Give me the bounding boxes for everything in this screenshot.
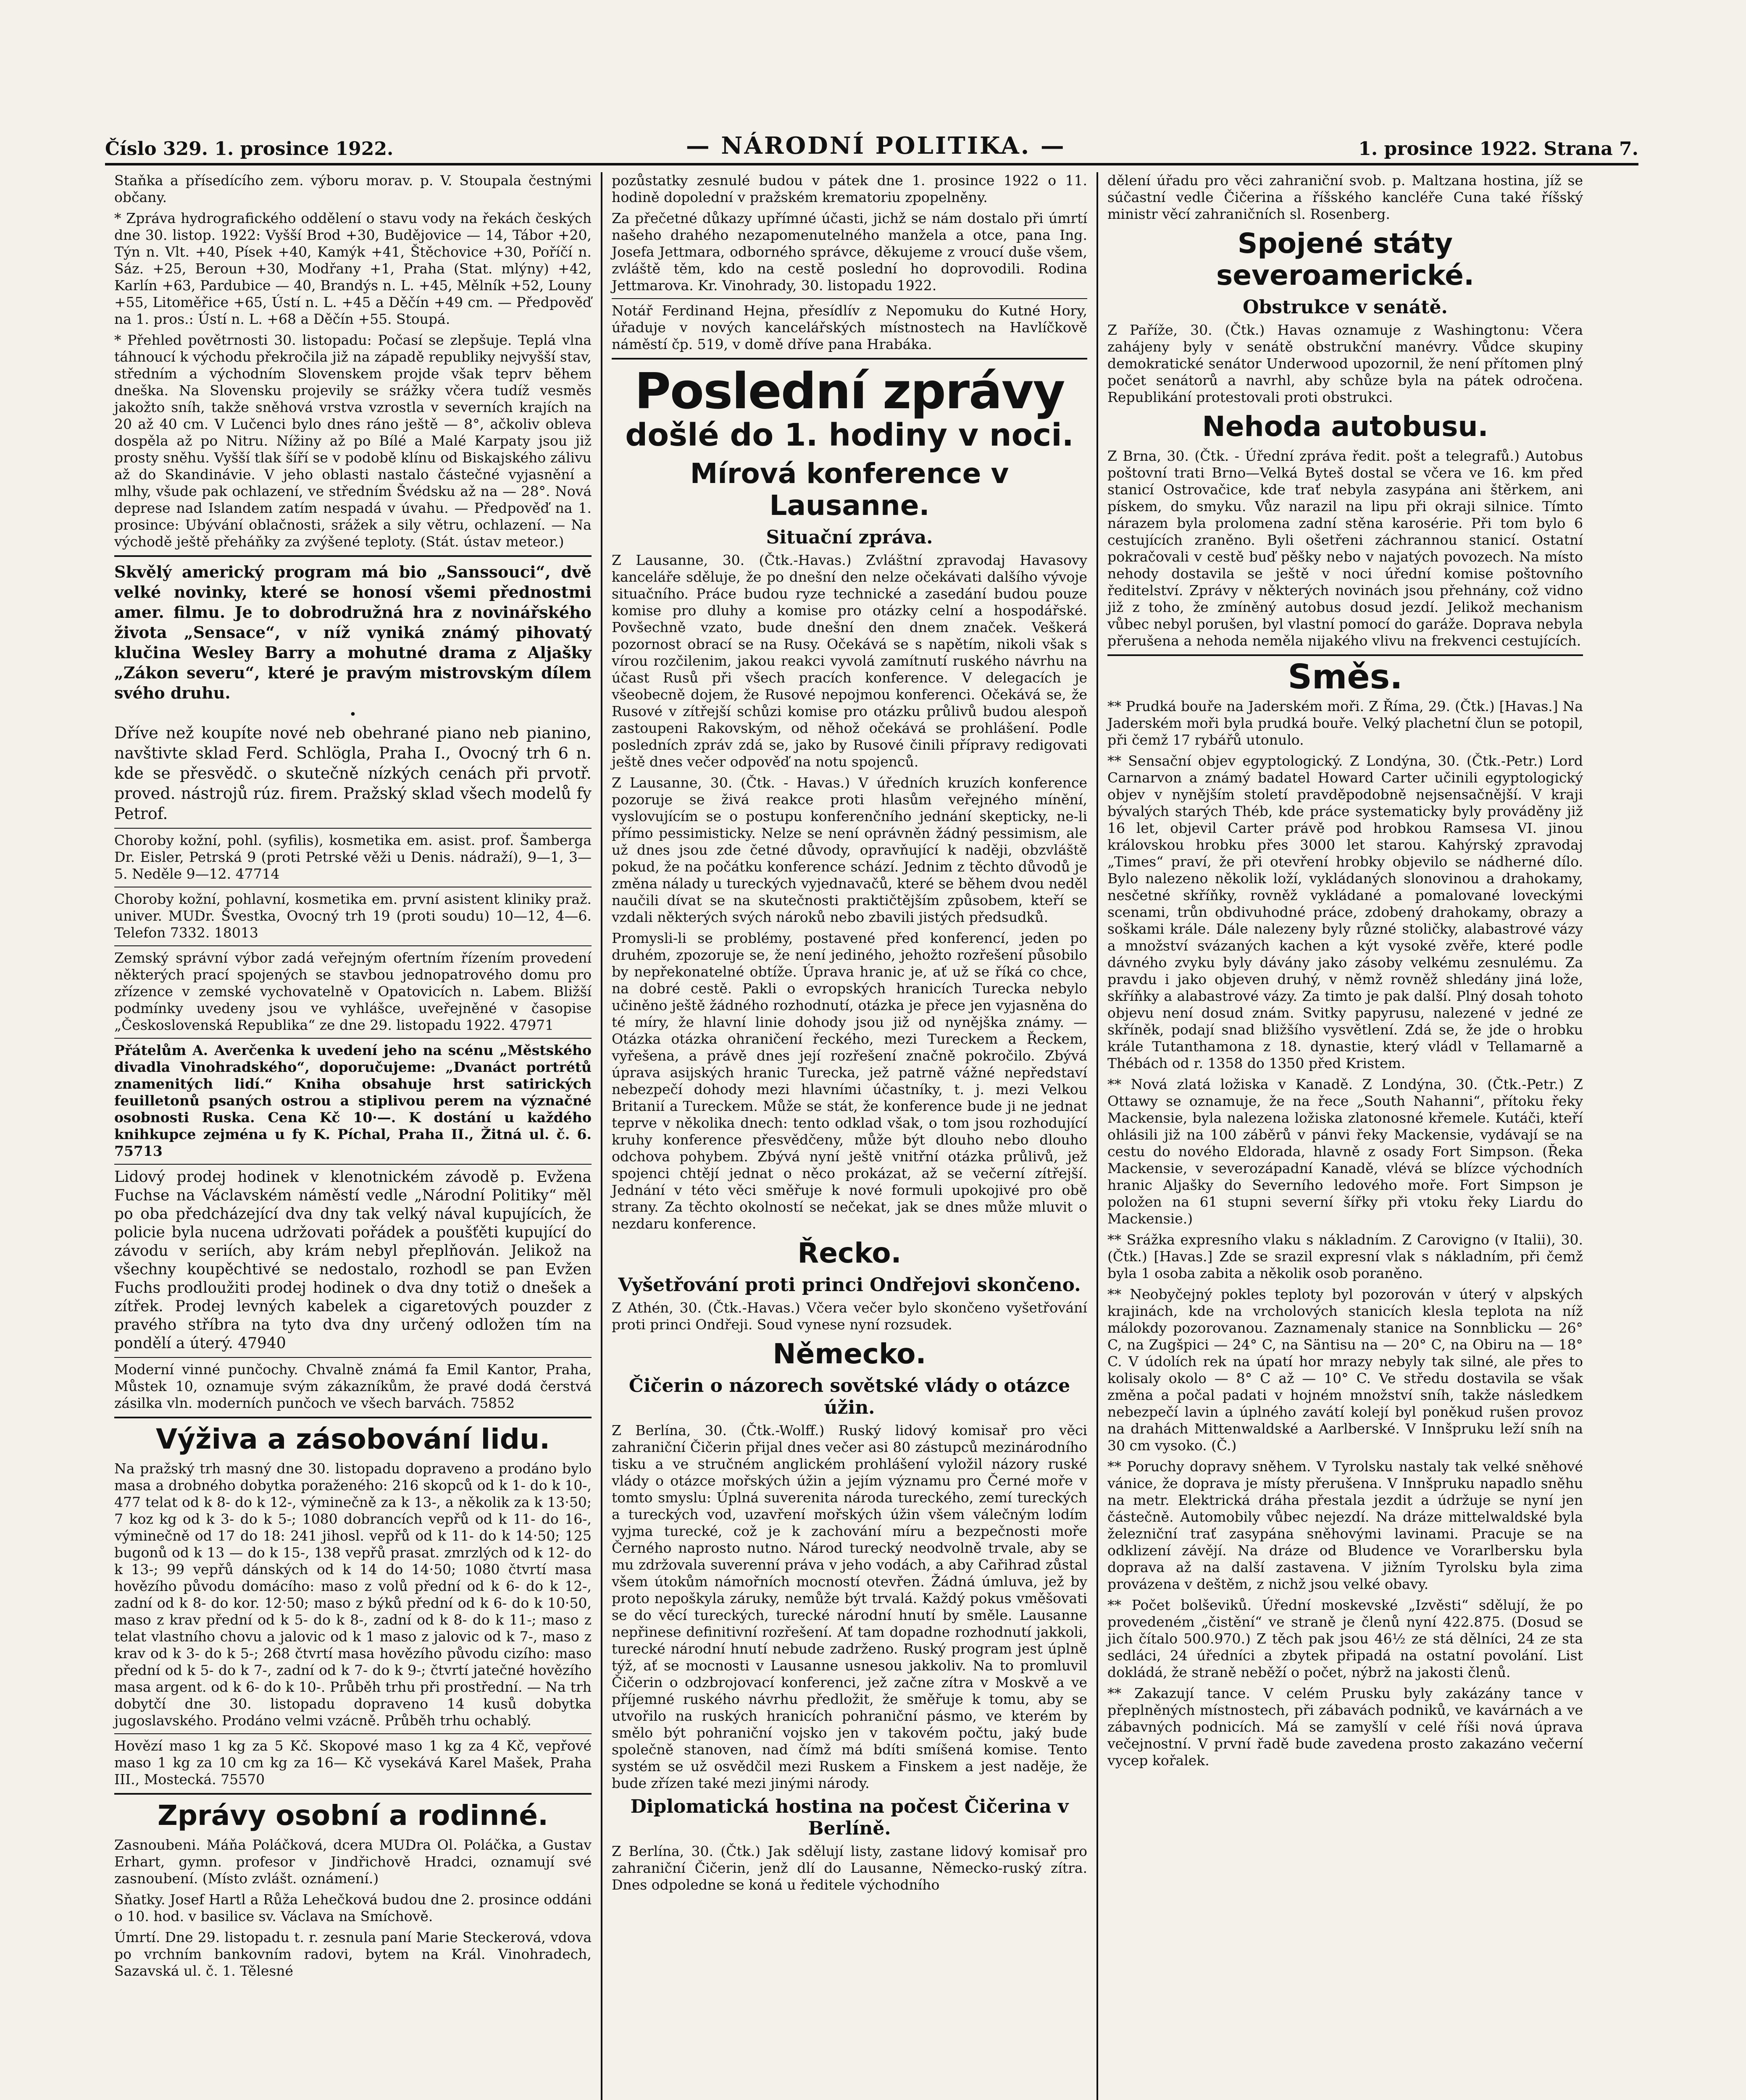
subheading-vysetrovani: Vyšetřování proti princi Ondřejovi skončeno. bbox=[618, 1274, 1081, 1296]
article-lausanne-3: Promysli-li se problémy, postavené před konferencí, jeden po druhém, zpozoruje se, že není jediného, jehožto rozřešení působilo by nepřekonatelné obtíže. Úprava hranic je, ať už se říká co chce, na dobré cestě. Pakli o evropských hranicích Turecka nebylo učiněno ještě žádného rozhodnutí, otázka je přece jen vyjasněna do té míry, že hlavní linie dohody jsou již od nynějška známy. — Otázka otázka ohraničení řeckého, mezi Tureckem a Řeckem, vyřešena, a právě dnes její rozřešení značně pokročilo. Zbývá úprava asijských hranic Turecka, jež patrně vážné nepředstaví nebezpečí dohody mezi hlavními účastníky, t. j. mezi Velkou Britanií a Tureckem. Může se stát, že konference bude ji ne jednat teprve v několika dnech: tento odklad však, o tom jsou rozhodující kruhy konference přesvědčeny, může být dlouho nebo dlouho odchova pohybem. Zbývá nyní ještě vnitřní otázka průlivů, jež spojenci chtějí jednat o něco prokázat, až se večerní zítřejší. Jednání v této věci směřuje k nové formuli upokojivé pro obě strany. Za těchto okolností se nečekat, jak se dnes může mluvit o nezdaru konference. bbox=[612, 930, 1087, 1232]
divider bbox=[612, 298, 1087, 299]
ad-sanssouci: Skvělý americký program má bio „Sanssouci“, dvě velké novinky, které se honosí všemi přednostmi amer. filmu. Je to dobrodružná hra z novinářského života „Sensace“, v níž vyniká známý pihovatý klučina Wesley Barry a mohutné drama z Aljašky „Zákon severu“, které je pravým mistrovským dílem svého druhu. bbox=[114, 562, 592, 702]
article-poruchy: ** Poruchy dopravy sněhem. V Tyrolsku nastaly tak velké sněhové vánice, že doprava je místy přerušena. V Innšpruku napadlo sněhu na metr. Elektrická dráha přestala jezdit a údržuje se nyní jen částečně. Automobily vůbec nejezdí. Na dráze mittelwaldské byla železniční trať zasypána sněhovými lavinami. Pracuje se na odklizení závějí. Na dráze od Bludence ve Vorarlbersku byla doprava až na další zastavena. V jižním Tyrolsku byla zima provázena v deštěm, z nichž jsou velké obavy. bbox=[1107, 1458, 1583, 1592]
heading-posledni-zpravy: Poslední zprávy bbox=[634, 362, 1065, 420]
column-2 bbox=[601, 172, 1097, 2100]
heading-smes: Směs. bbox=[1288, 657, 1403, 696]
ad-svestka: Choroby kožní, pohlavní, kosmetika em. první asistent kliniky praž. univer. MUDr. Švestka, Ovocný trh 19 (proti soudu) 10—12, 4—6. Telefon 7332. 18013 bbox=[114, 891, 592, 941]
subheading-situacni-zprava: Situační zpráva. bbox=[766, 527, 933, 548]
article-srazka: ** Srážka expresního vlaku s nákladním. Z Carovigno (v Italii), 30. (Čtk.) [Havas.] Zde se srazil expresní vlak s nákladním, při čemž byla 1 osoba zabita a několik osob poraněno. bbox=[1107, 1231, 1583, 1281]
article-brno-autobus: Z Brna, 30. (Čtk. - Úřední zpráva ředit. pošt a telegrafů.) Autobus poštovní trati Brno—Velká Byteš dostal se včera ve 16. km před stanicí Ostrovačice, kde trať nebyla zasypána ani štěrkem, ani pískem, do smyku. Vůz narazil na lipu při okraji silnice. Tímto nárazem byla prolomena zadní stěna karosérie. Při tom bylo 6 cestujících zraněno. Byli ošetřeni záchrannou stanicí. Ostatní pokračovali v cestě buď pěšky nebo v najatých povozech. Na místo nehody dostavila se ještě v noci úřední komise poštovního ředitelství. Zprávy v některých novinách jsou přehnány, což vidno již z toho, že zmíněný autobus dosud jezdí. Jelikož mechanism vůbec nebyl porušen, byl vlastní pomocí do garáže. Doprava nebyla přerušena a nehoda neměla nijakého vlivu na frekvenci cestujících. bbox=[1107, 448, 1583, 649]
article-bolseviki: ** Počet bolševiků. Úřední moskevské „Izvěsti“ sdělují, že po provedeném „čistění“ ve straně je členů nyní 422.875. (Dosud se jich čítalo 500.970.) Z těch pak jsou 46½ ze stá dělníci, 24 ze sta sedláci, 24 úředníci a zbytek připadá na ostatní povolání. List dokládá, že straně neběží o počet, nýbrž na jakosti členů. bbox=[1107, 1597, 1583, 1680]
header-page-number: 1. prosince 1922. Strana 7. bbox=[1358, 138, 1638, 160]
divider bbox=[114, 1733, 592, 1734]
notice-dekovani: Za přečetné důkazy upřímné účasti, jichž se nám dostalo při úmrtí našeho drahého nezapomenutelného manžela a otce, pana Ing. Josefa Jettmara, odborného správce, děkujeme z vroucí duše všem, zvláště těm, kdo na cestě poslední ho doprovodili. Rodina Jettmarova. Kr. Vinohrady, 30. listopadu 1922. bbox=[612, 210, 1087, 294]
heading-nemecko: Německo. bbox=[773, 1338, 926, 1370]
ad-puncochy: Moderní vinné punčochy. Chvalně známá fa Emil Kantor, Praha, Můstek 10, oznamuje svým zákazníkům, že pravé dodá čerstvá zásilka vln. moderních punčoch ve všech barvách. 75852 bbox=[114, 1361, 592, 1411]
article-kanada: ** Nová zlatá ložiska v Kanadě. Z Londýna, 30. (Čtk.-Petr.) Z Ottawy se oznamuje, že na řece „South Nahanni“, přítoku řeky Mackensie, byla nalezena ložiska zlatonosné křemele. Kutáči, kteří ohlásili již na 100 záběrů v pánvi řeky Mackensie, vydávají se na cestu do nového Eldorada, hlavně z osady Fort Simpson. (Řeka Mackensie, v severozápadní Kanadě, vlévá se blízce východních hranic Aljašky do Severního ledového moře. Fort Simpson je položen na 61 stupni severní šířky při vtoku řeky Liardu do Mackensie.) bbox=[1107, 1076, 1583, 1227]
article-stanka: Staňka a přísedícího zem. výboru morav. p. V. Stoupala čestnými občany. bbox=[114, 172, 592, 205]
article-egypt: ** Sensační objev egyptologický. Z Londýna, 30. (Čtk.-Petr.) Lord Carnarvon a známý badatel Howard Carter učinili egyptologický objev v nynějším století pravděpodobně nejsensačnější. V kraji bývalých starých Théb, kde práce systematicky byly prováděny již 16 let, objevil Carter právě pod hrobkou Ramsesa VI. jinou královskou hrobku přes 3000 let starou. Kahýrský zpravodaj „Times“ praví, že při otevření hrobky objevilo se nádherné dílo. Bylo nalezeno několik loží, vykládaných slonovinou a drahokamy, nesčetné skříňky, rovněž vykládané a pomalované loveckými scenami, trůn obdivuhodné práce, zdobený drahokamy, obrazy a soškami krále. Dále nalezeny byly různé stoličky, alabastrové vázy a množství svázaných kachen a kýt vysoké zvěře, které podle dávného zvyku byly dávány jako zásoby velkému zesnulému. Za pravdu i jako objeven druhý, v němž rovněž shledány jiná lože, skříňky a alabastrové vázy. Za timto je pak další. Plný dosah tohoto objevu není dosud znám. Svitky papyrusu, nalezené v jedné ze skříněk, podají snad bližšího vysvětlení. Zdá se, že jde o hrobku krále Tutanthamona z 18. dynastie, který vládl v Tellamarně a Thébách od r. 1358 do 1350 před Kristem. bbox=[1107, 753, 1583, 1071]
divider bbox=[114, 1164, 592, 1165]
notice-notar: Notář Ferdinand Hejna, přesídlív z Nepomuku do Kutné Hory, úřaduje v nových kancelářských místnostech na Havlíčkově náměstí čp. 519, v domě dříve pana Hrabáka. bbox=[612, 302, 1087, 352]
article-hydro: * Zpráva hydrografického oddělení o stavu vody na řekách českých dne 30. listop. 1922: Vyšší Brod +30, Budějovice — 14, Tábor +20, Týn n. Vlt. +40, Písek +40, Kamýk +41, Štěchovice +30, Poříčí n. Sáz. +25, Beroun +30, Modřany +1, Praha (Stat. mlýny) +42, Karlín +63, Pardubice — 40, Brandýs n. L. +45, Mělník +52, Louny +55, Litoměřice +65, Ústí n. L. +45 a Děčín +49 cm. — Předpověď na 1. pros.: Ústí n. L. +68 a Děčín +55. Stoupá. bbox=[114, 210, 592, 327]
subheading-diplomaticka-hostina: Diplomatická hostina na počest Čičerina v Berlíně. bbox=[630, 1796, 1069, 1839]
divider: • bbox=[349, 707, 357, 722]
divider bbox=[114, 945, 592, 946]
subheading-cicerin: Čičerin o názorech sovětské vlády o otázce úžin. bbox=[628, 1375, 1070, 1418]
article-boure: ** Prudká bouře na Jaderském moři. Z Říma, 29. (Čtk.) [Havas.] Na Jaderském moři byla prudká bouře. Velký plachetní člun se potopil, při čemž 17 rybářů utonulo. bbox=[1107, 698, 1583, 748]
divider bbox=[114, 1357, 592, 1358]
heading-nehoda-autobusu: Nehoda autobusu. bbox=[1202, 410, 1488, 443]
article-zasnoubeni: Zasnoubeni. Máňa Poláčková, dcera MUDra Ol. Poláčka, a Gustav Erhart, gymn. profesor v Jindřichově Hradci, oznamují své zasnoubení. (Místo zvlášt. oznámení.) bbox=[114, 1837, 592, 1887]
article-lausanne-1: Z Lausanne, 30. (Čtk.-Havas.) Zvláštní zpravodaj Havasovy kanceláře sděluje, že po dnešní den nelze očekávati dalšího vývoje situačního. Práce budou ryze technické a zasedání budou pouze komise pro dluhy a komise pro otázky celní a hospodářské. Povšechně vzato, bude dnešní den dnem značek. Veškerá pozornost obrací se na Rusy. Očekává se s napětím, nikoli však s vírou rozčilenim, jakou reakci vyvolá zamítnutí ruského návrhu na účast Rusů při všech pracích konference. V delegacích je všeobecně dojem, že Rusové nepojmou konferenci. Očekává se, že Rusové v zítřejší schůzi komise pro otázku průlivů budou alespoň zastoupeni Rakovským, od něhož očekává se prohlášení. Podle posledních zpráv zdá se, jako by Rusové činili přípravy redigovati ještě dnes večer odpověď na notu spojenců. bbox=[612, 552, 1087, 770]
ad-eisler: Choroby kožní, pohl. (syfilis), kosmetika em. asist. prof. Šamberga Dr. Eisler, Petrská 9 (proti Petrské věži u Denis. nádraží), 9—1, 3—5. Neděle 9—12. 47714 bbox=[114, 832, 592, 882]
article-teplota: ** Neobyčejný pokles teploty byl pozorován v úterý v alpských krajinách, kde na vrcholových stanicích klesla teplota na níž málokdy pozorovanou. Zaznamenaly stanice na Sonnblicku — 26° C, na Zugšpici — 24° C, na Säntisu na — 20° C, na Obiru na — 18° C. V údolích rek na úpatí hor mrazy nebyly tak silné, ale přes to kolisaly okolo — 8° C až — 10° C. Ve středu dostavila se však změna a počal padati v hojném množství sníh, takže následkem nebezpečí lavin a úplného zavátí kolejí byl poněkud rušen provoz na drahách Mittenwaldské a Aarlberské. V Innšpruku leží sníh na 30 cm vysoko. (Č.) bbox=[1107, 1286, 1583, 1454]
article-weather: * Přehled povětrnosti 30. listopadu: Počasí se zlepšuje. Teplá vlna táhnoucí k východu překročila již na západě republiky nejvyšší stav, středním a východním Slovenskem projde však teprv během dneška. Na Slovensku projevily se srážky včera tudíž vesměs jakožto sníh, takže sněhová vrstva vzrostla v severních krajích na 20 až 40 cm. V Lučenci bylo dnes ráno ještě — 8°, ačkoliv obleva dospěla až po Nitru. Nížiny až po Bílé a Malé Karpaty jsou již prosty sněhu. Vyšší tlak šíří se v podobě klínu od Biskajského zálivu až do Skandinávie. V jeho oblasti nastalo částečné vyjasnění a mlhy, všude pak ochlazení, ve středním Švédsku až na — 28°. Nová deprese nad Islandem zatím nespadá v úvahu. — Předpověď na 1. prosince: Ubývání oblačnosti, srážek a sily větru, ochlazení. — Na východě ještě přeháňky za zvýšené teploty. (Stát. ústav meteor.) bbox=[114, 332, 592, 550]
heading-recko: Řecko. bbox=[797, 1237, 902, 1269]
article-satky: Sňatky. Josef Hartl a Růža Lehečková budou dne 2. prosince oddáni o 10. hod. v basilice sv. Václava na Smíchově. bbox=[114, 1891, 592, 1924]
header-issue: Číslo 329. 1. prosince 1922. bbox=[105, 138, 394, 160]
article-athens: Z Athén, 30. (Čtk.-Havas.) Včera večer bylo skončeno vyšetřování proti princi Ondřeji. Soud vynese nyní rozsudek. bbox=[612, 1299, 1087, 1333]
divider bbox=[114, 1793, 592, 1795]
newspaper-page bbox=[105, 126, 1638, 2100]
article-berlin-hostina: Z Berlína, 30. (Čtk.) Jak sdělují listy, zastane lidový komisař pro zahraniční Čičerin, jenž dlí do Lausanne, Německo-ruský zítra. Dnes odpoledne se koná u ředitele východního bbox=[612, 1843, 1087, 1893]
column-1 bbox=[105, 172, 601, 2100]
subheading-obstrukce: Obstrukce v senátě. bbox=[1243, 297, 1448, 318]
divider bbox=[114, 1417, 592, 1418]
columns bbox=[105, 172, 1638, 2100]
page-header bbox=[105, 126, 1638, 165]
divider bbox=[114, 1038, 592, 1039]
divider bbox=[612, 358, 1087, 360]
divider bbox=[114, 828, 592, 829]
section-heading-vyziva: Výživa a zásobování lidu. bbox=[155, 1423, 550, 1455]
ad-fuchs: Lidový prodej hodinek v klenotnickém závodě p. Evžena Fuchse na Václavském náměstí vedle „Národní Politiky“ měl po oba předcházející dva dny tak velký nával kupujících, že policie byla nucena udržovati pořádek a poušťěti kupující do závodu v seriích, aby krám nebyl přeplňován. Jelikož na všechny koupěchtivé se nedostalo, rozhodl se pan Evžen Fuchs prodloužiti prodej hodinek o dva dny totiž o dnešek a zítřek. Prodej levných kabelek a cigaretových pouzder z pravého stříbra na tyto dva dny určený odložen tím na pondělí a úterý. 47940 bbox=[114, 1168, 592, 1352]
ad-averchenko: Přátelům A. Averčenka k uvedení jeho na scénu „Městského divadla Vinohradského“, doporučujeme: „Dvanáct portrétů znamenitých lidí.“ Kniha obsahuje hrst satirických feuilletonů psaných ostrou a stiplivou perem na význačné osobnosti Ruska. Cena Kč 10·—. K dostání u každého knihkupce zejména u fy K. Píchal, Praha II., Žitná ul. č. 6. 75713 bbox=[114, 1042, 592, 1159]
section-heading-zpravy-osobni: Zprávy osobní a rodinné. bbox=[157, 1799, 549, 1832]
heading-usa: Spojené státy severoamerické. bbox=[1216, 227, 1475, 291]
article-masny-trh: Na pražský trh masný dne 30. listopadu dopraveno a prodáno bylo masa a drobného dobytka poraženého: 216 skopců od k 1- do k 10-, 477 telat od k 8- do k 12-, výminečně za k 13-, a několik za k 13·50; 7 koz kg od k 3- do k 5-; 1080 dobrancích vepřů od k 11- do 16-, výminečně od 17 do 18: 241 jihosl. vepřů od k 11- do k 14·50; 125 bugonů od k 13 — do k 15-, 138 vepřů prasat. zmrzlých od k 12- do k 13-; 99 vepřů dánských od k 14 do 14·50; 1080 čtvrtí masa hovězího původu domácího: maso z volů přední od k 6- do k 12-, zadní od k 8- do kor. 12·50; maso z býků přední od k 6- do k 10·50, maso z krav přední od k 5- do k 8-, zadní od k 8- do k 11-; maso z telat vlastního chovu a jalovic od k 1 maso z jalovic od k 7-, maso z krav od k 3- do k 5-; 268 čtvrtí masa hovězího původu cizího: maso přední od k 5- do k 7-, zadní od k 7- do k 9-; čtvrtí jatečné hovězího masa argent. od k 6- do k 10-. Průběh trhu při prostřední. — Na trh dobytčí dne 30. listopadu dopraveno 14 kusů dobytka jugoslavského. Prodáno velmi vzácně. Průběh trhu ochablý. bbox=[114, 1460, 592, 1729]
article-umrti: Úmrtí. Dne 29. listopadu t. r. zesnula paní Marie Steckerová, vdova po vrchním bankovním radovi, bytem na Král. Vinohradech, Sazavská ul. č. 1. Tělesné bbox=[114, 1929, 592, 1979]
ad-hovezi-maso: Hovězí maso 1 kg za 5 Kč. Skopové maso 1 kg za 4 Kč, vepřové maso 1 kg za 10 cm kg za 16— Kč vysekává Karel Mašek, Praha III., Mostecká. 75570 bbox=[114, 1738, 592, 1788]
heading-mirova-konference: Mírová konference v Lausanne. bbox=[690, 457, 1009, 522]
article-tance: ** Zakazují tance. V celém Prusku byly zakázány tance v přeplněných místnostech, při zábavách podniků, ve kavárnách a ve zábavných podnicích. Má se zamyšlí v celé říši nová úprava večejnostní. V první řadě bude zavedena prosto zakazáno večerní vycep kořalek. bbox=[1107, 1685, 1583, 1769]
divider bbox=[1107, 654, 1583, 656]
header-masthead: — NÁRODNÍ POLITIKA. — bbox=[686, 132, 1066, 160]
subheading-dosle: došlé do 1. hodiny v noci. bbox=[625, 417, 1074, 453]
article-pozustatky: pozůstatky zesnulé budou v pátek dne 1. prosince 1922 o 11. hodině dopolední v pražském krematoriu zpopelněny. bbox=[612, 172, 1087, 205]
divider bbox=[114, 555, 592, 557]
ad-piano: Dříve než koupíte nové neb obehrané piano neb pianino, navštivte sklad Ferd. Schlögla, Praha I., Ovocný trh 6 n. kde se přesvědč. o skutečně nízkých cenách při prvotř. proved. nástrojů rúz. firem. Pražský sklad všech modelů fy Petrof. bbox=[114, 724, 592, 823]
article-washington: Z Paříže, 30. (Čtk.) Havas oznamuje z Washingtonu: Včera zahájeny byly v senátě obstrukční manévry. Vůdce skupiny demokratické senátor Underwood upozornil, že není přítomen plný počet senátorů a navrhl, aby schůze byla na pátek odročena. Republikání protestovali proti obstrukci. bbox=[1107, 322, 1583, 405]
article-berlin-cicerin: Z Berlína, 30. (Čtk.-Wolff.) Ruský lidový komisař pro věci zahraniční Čičerin přijal dnes večer asi 80 zástupců mezinárodního tisku a ve stručném anglickém prohlášení vyložil názory ruské vlády o otázce mořských úžin a jejím významu pro Černé moře v tomto smyslu: Úplná suverenita národa tureckého, zemí tureckých a tureckých vod, uzavření mořských úžin všem válečným lodím vyjma turecké, což je k zachování míru a bezpečnosti moře Černého naprosto nutno. Národ turecký neodvolně trvale, aby se mu zdržovala suverenní práva v jeho vodách, a aby Cařihrad zůstal všem útokům námořních mocností otevřen. Žádná úmluva, jež by proto nepoškyla záruky, nemůže být trvalá. Každý pokus vměšovati se do věcí tureckých, turecké národní hnutí by směle. Lausanne nepřinese definitivní rozřešení. Ať tam dopadne rozhodnutí jakkoli, turecké národní hnutí nebude zadrženo. Ruský program jest úplně týž, ať se mocnosti v Lausanne usnesou jakkoliv. Na to promluvil Čičerin o odzbrojovací konferenci, jež začne zítra v Moskvě a ve příjemné ruského návrhu předložit, že směřuje k tomu, aby se utvořilo na ruských hranicích pohraniční pásmo, ve kterém by smělo být pohraniční vojsko jen v takovém počtu, jaký bude společně stanoven, nad čímž má bdíti smíšená komise. Tento systém se už osvědčil mezi Ruskem a Finskem a jest naděje, že bude zřízen také mezi jinými národy. bbox=[612, 1422, 1087, 1791]
ad-zemsky-vybor: Zemský správní výbor zadá veřejným ofertním řízením provedení některých prací spojených se stavbou jednopatrového domu pro zřízence v zemské vychovatelně v Opatovicích n. Labem. Bližší podmínky uvedeny jsou ve vyhlášce, uveřejněné v časopise „Československá Republika“ ze dne 29. listopadu 1922. 47971 bbox=[114, 950, 592, 1033]
column-3 bbox=[1097, 172, 1592, 2100]
article-lausanne-2: Z Lausanne, 30. (Čtk. - Havas.) V úředních kruzích konference pozoruje se živá reakce proti hlasům veřejného mínění, vyslovujícím se o postupu konferenčního jednání skepticky, ne-li přímo pessimisticky. Nelze se není oprávněn žádný pessimism, ale už dnes jsou zde četné důvody, opravňující k naději, obzvláště pokud, že na počátku konference schází. Jednim z těchto důvodů je změna nálady u tureckých vyjednavačů, které se během dvou neděl naučili dívat se na skutečnosti praktičtějším způsobem, kteří se vzdali některých svých nároků nebo zbavili jistých předsudků. bbox=[612, 774, 1087, 925]
article-maltzan: dělení úřadu pro věci zahraniční svob. p. Maltzana hostina, jíž se súčastní vedle Čičerina a říšského kancléře Cuna také říšský ministr věcí zahraničních sl. Rosenberg. bbox=[1107, 172, 1583, 222]
